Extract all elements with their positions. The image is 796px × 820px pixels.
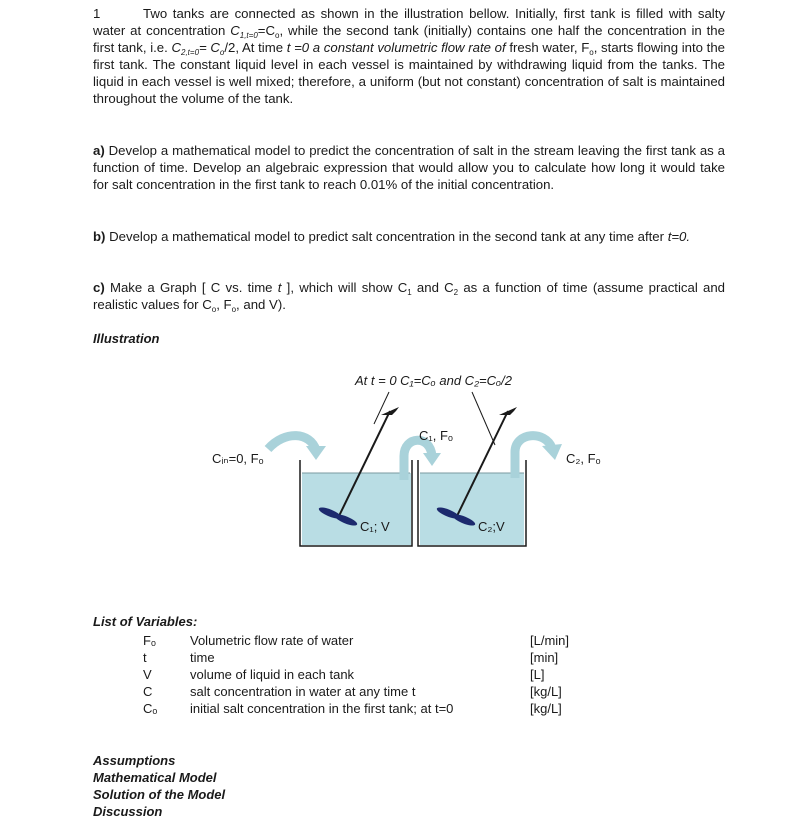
part-a-label: a) bbox=[93, 143, 105, 158]
outlet-label: C₂, Fₒ bbox=[566, 451, 601, 466]
part-b: b) Develop a mathematical model to predict salt concentration in the second tank at any time after t=0. bbox=[93, 229, 691, 244]
mixer2-motor-icon bbox=[499, 407, 517, 415]
pointer-line-tank2 bbox=[472, 392, 495, 445]
section-heading: Mathematical Model bbox=[93, 770, 217, 785]
variable-unit: [L] bbox=[530, 667, 545, 682]
inlet-arrow bbox=[268, 436, 326, 460]
part-c-label: c) bbox=[93, 280, 105, 295]
variable-description: salt concentration in water at any time t bbox=[190, 684, 416, 699]
tank2-label: C₂;V bbox=[478, 519, 505, 534]
section-heading: Discussion bbox=[93, 804, 163, 819]
two-tank-diagram bbox=[0, 360, 796, 560]
c2-initial: $C_{2,t=0}= C_o$ bbox=[171, 40, 225, 57]
mixer1-motor-icon bbox=[381, 407, 399, 415]
section-heading: Assumptions bbox=[93, 753, 176, 768]
time-zero: t =0 a constant volumetric flow rate of bbox=[286, 40, 506, 55]
variable-unit: [min] bbox=[530, 650, 559, 665]
c1-initial: $C_{1,t=0}$ bbox=[230, 23, 258, 40]
inlet-label: Cᵢₙ=0, Fₒ bbox=[212, 451, 264, 466]
variable-symbol: Fₒ bbox=[143, 633, 156, 648]
transfer-label: C₁, Fₒ bbox=[419, 428, 453, 443]
variable-description: volume of liquid in each tank bbox=[190, 667, 355, 682]
variable-symbol: t bbox=[143, 650, 147, 665]
variable-symbol: C bbox=[143, 684, 153, 699]
part-a bbox=[93, 142, 725, 193]
variable-description: Volumetric flow rate of water bbox=[190, 633, 354, 648]
part-b-label: b) bbox=[93, 229, 106, 244]
initial-condition-label: At t = 0 C₁=Cₒ and C₂=Cₒ/2 bbox=[355, 373, 512, 388]
variable-symbol: V bbox=[143, 667, 152, 682]
problem-statement: 1 Two tanks are connected as shown in the illustration bellow. Initially, first tank is filled with salty water at concentration $C_{1,t=0}=C_o$, while the second tank (initially) contains one half the concentration in the first tank, i.e. $C_{2,t=0}= C_o/2$, At time t =0 a constant volumetric flow rate of fresh water, $F_o$, starts flowing into the first tank. The constant liquid level in each vessel is maintained by withdrawing liquid from the tanks. The liquid in each vessel is well mixed; therefore, a uniform (but not constant) concentration of salt is maintained throughout the volume of the tank. bbox=[93, 6, 725, 106]
variable-description: time bbox=[190, 650, 215, 665]
problem-intro: Two tanks are connected as shown in the illustration bellow. Initially, first tank is filled with salty water at concentration bbox=[93, 6, 725, 38]
illustration-heading: Illustration bbox=[93, 331, 160, 346]
section-headings bbox=[93, 752, 225, 820]
variable-symbol: Cₒ bbox=[143, 701, 158, 716]
part-a-text: Develop a mathematical model to predict the concentration of salt in the stream leaving the first tank as a function of time. Develop an algebraic expression that would allow you to calculate how long it would take for salt concentration in the first tank to reach 0.01% of the initial concentration. bbox=[93, 143, 725, 192]
variable-unit: [kg/L] bbox=[530, 701, 562, 716]
outlet-arrow bbox=[515, 436, 562, 478]
part-b-text: Develop a mathematical model to predict salt concentration in the second tank at any time after bbox=[105, 229, 668, 244]
tank1-label: C₁; V bbox=[360, 519, 390, 534]
part-c: c) Make a Graph [ C vs. time t ], which will show $C_1$ and $C_2$ as a function of time (assume practical and realistic values for $C_o$, $F_o$, and V). bbox=[93, 280, 725, 314]
variable-unit: [L/min] bbox=[530, 633, 570, 648]
variable-unit: [kg/L] bbox=[530, 684, 562, 699]
problem-number: 1 bbox=[93, 6, 101, 21]
tank1-liquid bbox=[302, 473, 411, 545]
variables-heading: List of Variables: bbox=[93, 614, 198, 629]
variable-description: initial salt concentration in the first tank; at t=0 bbox=[190, 701, 454, 716]
section-heading: Solution of the Model bbox=[93, 787, 226, 802]
